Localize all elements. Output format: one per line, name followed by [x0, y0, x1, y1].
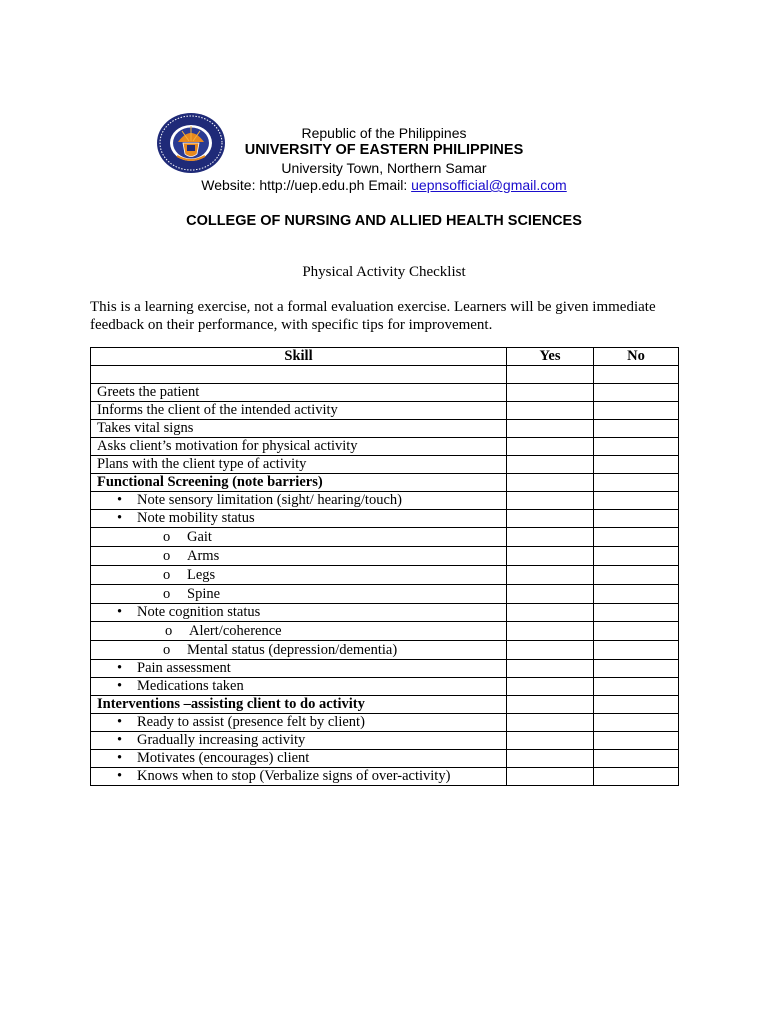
skill-text: Alert/coherence: [189, 622, 282, 639]
skill-cell: [91, 641, 507, 660]
skill-text: Gait: [187, 528, 212, 545]
skill-text: Asks client’s motivation for physical activity: [97, 438, 358, 454]
bullet-icon: •: [117, 492, 123, 508]
skill-text: Motivates (encourages) client: [137, 750, 310, 766]
no-cell[interactable]: [594, 366, 679, 384]
yes-cell[interactable]: [507, 678, 594, 696]
table-row: [91, 732, 679, 750]
yes-cell[interactable]: [507, 604, 594, 622]
intro-paragraph: This is a learning exercise, not a formal evaluation exercise. Learners will be given immediate feedback on their performance, with specific tips for improvement.: [90, 299, 656, 333]
skill-text: Spine: [187, 585, 221, 602]
skill-cell: [91, 420, 507, 438]
no-cell[interactable]: [594, 510, 679, 528]
table-header-row: [91, 348, 679, 366]
no-cell[interactable]: [594, 528, 679, 547]
skill-cell: [91, 456, 507, 474]
no-cell[interactable]: [594, 492, 679, 510]
circle-bullet-icon: o: [163, 641, 171, 658]
skill-cell: [91, 696, 507, 714]
skill-text: Arms: [187, 547, 220, 564]
skill-text: Note mobility status: [137, 510, 255, 526]
table-row: [91, 528, 679, 547]
table-row: [91, 492, 679, 510]
circle-bullet-icon: o: [163, 547, 171, 564]
yes-cell[interactable]: [507, 384, 594, 402]
bullet-icon: •: [117, 750, 123, 766]
circle-bullet-icon: o: [163, 528, 171, 545]
website-text: Website: http://uep.edu.ph Email:: [201, 177, 412, 193]
university-name: UNIVERSITY OF EASTERN PHILIPPINES: [244, 142, 524, 158]
yes-cell[interactable]: [507, 366, 594, 384]
no-cell[interactable]: [594, 622, 679, 641]
bullet-icon: •: [117, 660, 123, 676]
table-row: [91, 768, 679, 786]
skill-cell: [91, 402, 507, 420]
yes-cell[interactable]: [507, 768, 594, 786]
skill-text: Knows when to stop (Verbalize signs of over-activity): [137, 768, 451, 784]
skill-text: Interventions –assisting client to do activity: [97, 696, 365, 712]
skill-text: Note sensory limitation (sight/ hearing/touch): [137, 492, 402, 508]
yes-cell[interactable]: [507, 566, 594, 585]
skill-cell: [91, 547, 507, 566]
no-column-header: No: [594, 348, 679, 366]
circle-bullet-icon: o: [163, 585, 171, 602]
no-cell[interactable]: [594, 547, 679, 566]
bullet-icon: •: [117, 678, 123, 694]
skill-cell: [91, 566, 507, 585]
skill-text: Legs: [187, 566, 216, 583]
bullet-icon: •: [117, 714, 123, 730]
contact-line: [0, 177, 768, 193]
yes-cell[interactable]: [507, 492, 594, 510]
document-title: Physical Activity Checklist: [302, 264, 466, 280]
skill-cell: [91, 604, 507, 622]
skills-checklist-table: [90, 347, 679, 786]
table-row: [91, 660, 679, 678]
no-cell[interactable]: [594, 566, 679, 585]
no-cell[interactable]: [594, 732, 679, 750]
yes-cell[interactable]: [507, 510, 594, 528]
bullet-icon: •: [117, 732, 123, 748]
no-cell[interactable]: [594, 604, 679, 622]
table-row: [91, 750, 679, 768]
table-row: [91, 474, 679, 492]
yes-cell[interactable]: [507, 474, 594, 492]
bullet-icon: •: [117, 768, 123, 784]
skill-cell: [91, 622, 507, 641]
skill-text: Pain assessment: [137, 660, 231, 676]
yes-cell[interactable]: [507, 641, 594, 660]
table-row: [91, 714, 679, 732]
table-row: [91, 510, 679, 528]
table-row: [91, 566, 679, 585]
yes-cell[interactable]: [507, 732, 594, 750]
skill-cell: [91, 528, 507, 547]
skill-cell: [91, 732, 507, 750]
skill-text: Informs the client of the intended activity: [97, 402, 338, 418]
table-row: [91, 420, 679, 438]
no-cell[interactable]: [594, 384, 679, 402]
skill-cell: [91, 660, 507, 678]
skill-cell: [91, 768, 507, 786]
skill-cell: [91, 366, 507, 384]
yes-cell[interactable]: [507, 660, 594, 678]
yes-cell[interactable]: [507, 696, 594, 714]
no-cell[interactable]: [594, 768, 679, 786]
table-row: [91, 402, 679, 420]
skill-text: Mental status (depression/dementia): [187, 641, 398, 658]
skill-text: Takes vital signs: [97, 420, 194, 436]
skill-cell: [91, 714, 507, 732]
yes-cell[interactable]: [507, 528, 594, 547]
yes-cell[interactable]: [507, 714, 594, 732]
table-row: [91, 696, 679, 714]
skill-cell: [91, 678, 507, 696]
table-row: [91, 456, 679, 474]
table-row: [91, 641, 679, 660]
skill-text: Note cognition status: [137, 604, 261, 620]
yes-cell[interactable]: [507, 622, 594, 641]
email-link[interactable]: uepnsofficial@gmail.com: [411, 177, 567, 193]
no-cell[interactable]: [594, 750, 679, 768]
skill-text: Functional Screening (note barriers): [97, 474, 323, 490]
republic-line: Republic of the Philippines: [301, 125, 467, 141]
skill-text: Plans with the client type of activity: [97, 456, 307, 472]
no-cell[interactable]: [594, 438, 679, 456]
no-cell[interactable]: [594, 696, 679, 714]
circle-bullet-icon: o: [165, 622, 173, 639]
skill-column-header: Skill: [91, 348, 507, 366]
college-name: COLLEGE OF NURSING AND ALLIED HEALTH SCIENCES: [186, 213, 582, 229]
no-cell[interactable]: [594, 402, 679, 420]
yes-cell[interactable]: [507, 750, 594, 768]
yes-cell[interactable]: [507, 402, 594, 420]
no-cell[interactable]: [594, 474, 679, 492]
table-row: [91, 366, 679, 384]
bullet-icon: •: [117, 510, 123, 526]
skill-text: Medications taken: [137, 678, 244, 694]
skill-cell: [91, 384, 507, 402]
yes-cell[interactable]: [507, 438, 594, 456]
table-row: [91, 438, 679, 456]
checklist-body: [91, 366, 679, 786]
skill-text: Gradually increasing activity: [137, 732, 306, 748]
no-cell[interactable]: [594, 585, 679, 604]
no-cell[interactable]: [594, 456, 679, 474]
skill-text: Greets the patient: [97, 384, 200, 400]
university-location: University Town, Northern Samar: [281, 160, 487, 176]
bullet-icon: •: [117, 604, 123, 620]
skill-text: Ready to assist (presence felt by client): [137, 714, 365, 730]
table-row: [91, 622, 679, 641]
circle-bullet-icon: o: [163, 566, 171, 583]
skill-cell: [91, 510, 507, 528]
skill-cell: [91, 474, 507, 492]
yes-column-header: Yes: [507, 348, 594, 366]
table-row: [91, 547, 679, 566]
skill-cell: [91, 585, 507, 604]
no-cell[interactable]: [594, 660, 679, 678]
table-row: [91, 384, 679, 402]
table-row: [91, 585, 679, 604]
yes-cell[interactable]: [507, 585, 594, 604]
no-cell[interactable]: [594, 678, 679, 696]
yes-cell[interactable]: [507, 547, 594, 566]
no-cell[interactable]: [594, 641, 679, 660]
no-cell[interactable]: [594, 714, 679, 732]
skill-cell: [91, 438, 507, 456]
skill-cell: [91, 750, 507, 768]
table-row: [91, 604, 679, 622]
yes-cell[interactable]: [507, 420, 594, 438]
no-cell[interactable]: [594, 420, 679, 438]
skill-cell: [91, 492, 507, 510]
table-row: [91, 678, 679, 696]
yes-cell[interactable]: [507, 456, 594, 474]
